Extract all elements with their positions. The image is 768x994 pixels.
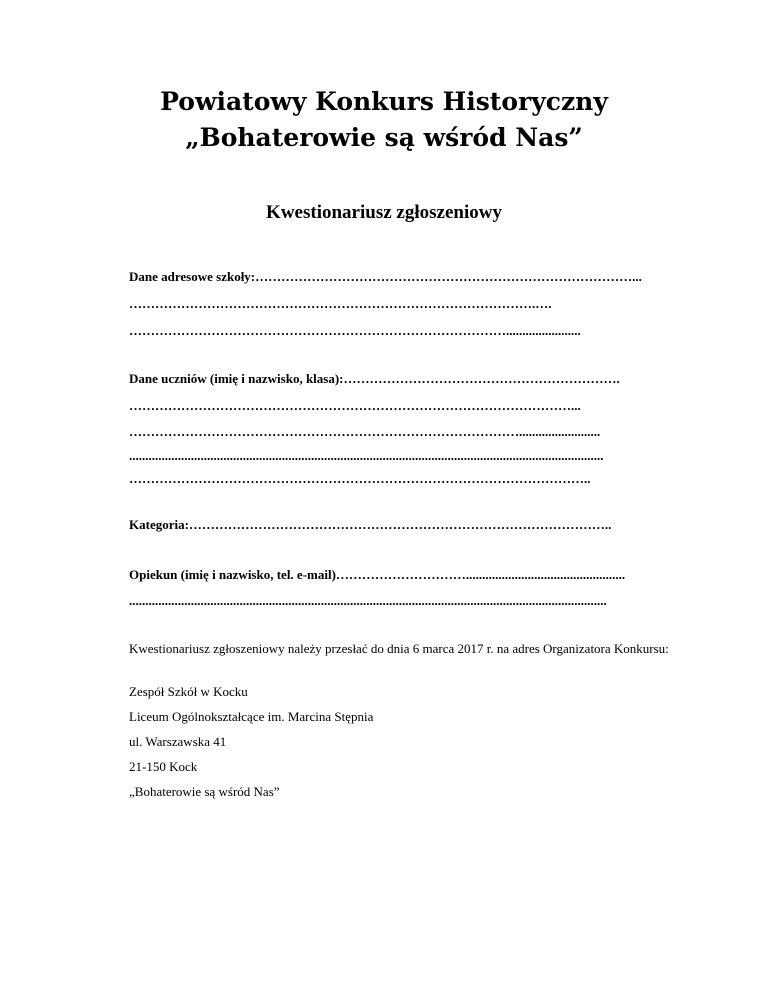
guardian-label: Opiekun (imię i nazwisko, tel. e-mail): [129, 567, 336, 582]
address-line-2: Liceum Ogólnokształcące im. Marcina Stępnia: [129, 709, 374, 724]
category-dots: ……………………………………………………………………………………..: [188, 517, 612, 532]
category-field: [129, 516, 727, 534]
students-line-5: ……………………………………………………………………………………………..: [129, 471, 591, 486]
students-line-3: ……………………………………………………………………………….........................: [129, 424, 601, 439]
page-title-line-1: Powiatowy Konkurs Historyczny: [160, 87, 608, 116]
address-line-4: 21-150 Kock: [129, 759, 198, 774]
students-dots: ……………………………………………………….: [343, 371, 620, 386]
school-address-line-3: …………………………………………………………………………….......................: [129, 323, 581, 338]
guardian-field: [129, 566, 727, 584]
school-address-field: [129, 268, 727, 286]
students-label: Dane uczniów (imię i nazwisko, klasa):: [129, 371, 344, 386]
students-field: [129, 370, 727, 388]
school-address-label: Dane adresowe szkoły:: [129, 269, 256, 284]
category-label: Kategoria:: [129, 517, 189, 532]
school-address-line-2: ………………………………………………………………………………….….: [129, 296, 552, 311]
submission-instruction: Kwestionariusz zgłoszeniowy należy przesłać do dnia 6 marca 2017 r. na adres Organizatora Konkursu:: [129, 641, 669, 656]
guardian-dots: ………………………….................................................: [335, 567, 626, 582]
page-title-line-2: „Bohaterowie są wśród Nas”: [185, 123, 583, 152]
students-line-4: ..................................................................................................................................................: [129, 448, 604, 463]
address-line-3: ul. Warszawska 41: [129, 734, 227, 749]
school-address-dots: ……………………………………………………………………………...: [255, 269, 642, 284]
students-line-2: …………………………………………………………………………………………...: [129, 398, 581, 413]
guardian-line-2: ...................................................................................................................................................: [129, 593, 607, 608]
address-line-1: Zespół Szkół w Kocku: [129, 684, 248, 699]
form-subtitle: Kwestionariusz zgłoszeniowy: [266, 202, 502, 223]
address-line-5: „Bohaterowie są wśród Nas”: [129, 784, 280, 799]
